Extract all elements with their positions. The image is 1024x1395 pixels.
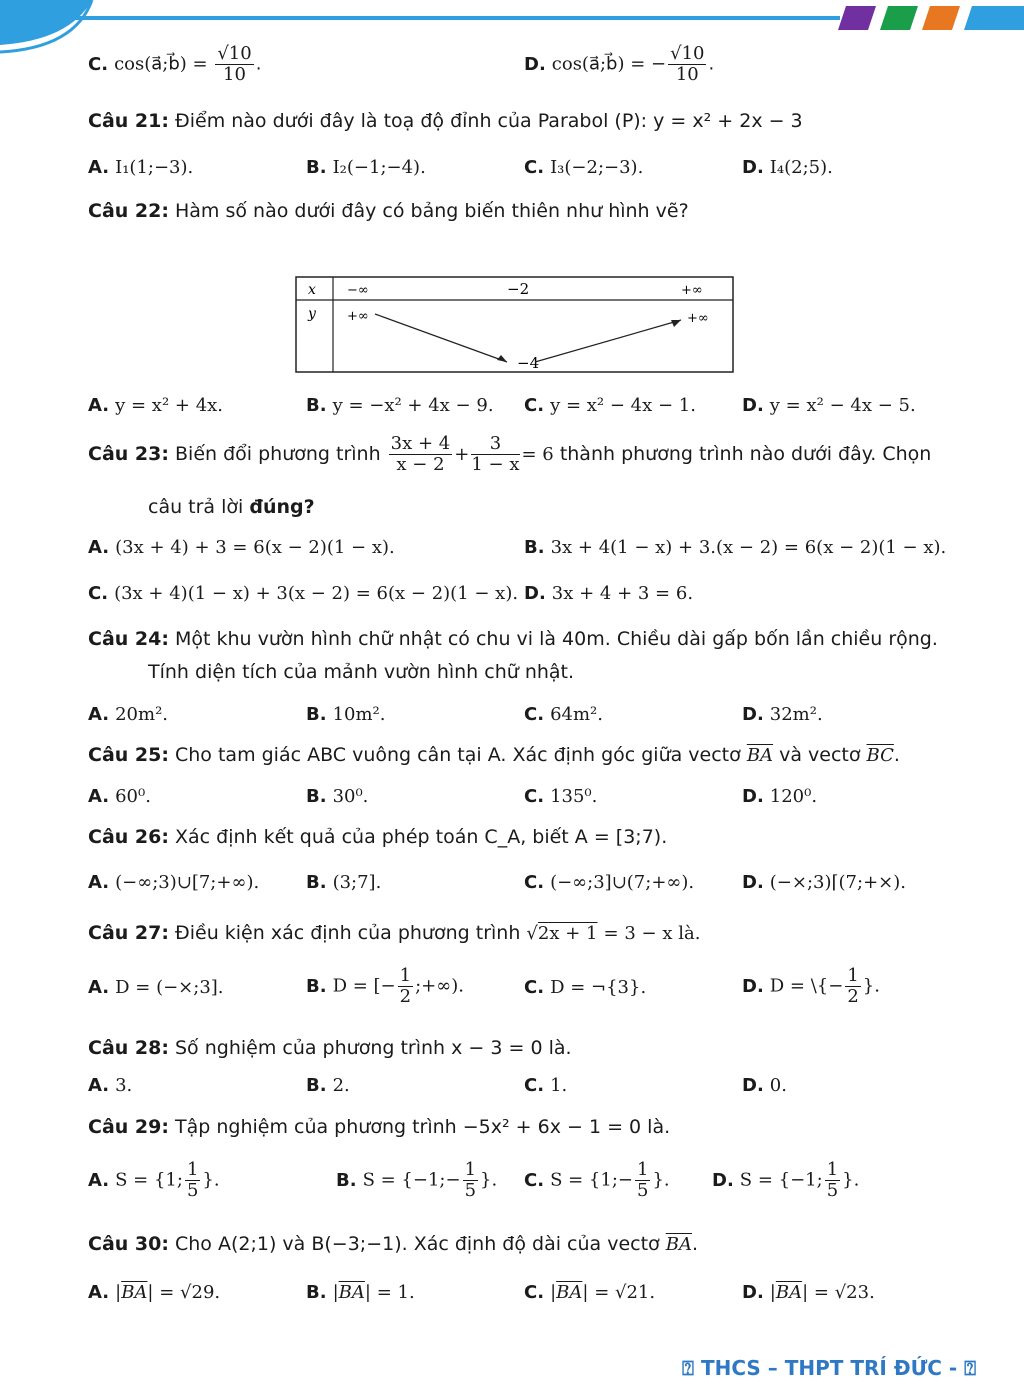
q21-stem: Câu 21: Điểm nào dưới đây là toạ độ đỉnh của Parabol (P): y = x² + 2x − 3 bbox=[88, 110, 803, 132]
q22-option-d: D. y = x² − 4x − 5. bbox=[742, 395, 916, 416]
q25-option-b: B. 30⁰. bbox=[306, 786, 369, 807]
q23-stem: Câu 23: Biến đổi phương trình $\frac{3x + 4}{x - 2}$ + $\frac{3}{1 - x}$ = 6 thành phương trình nào dưới đây. Chọn bbox=[88, 433, 932, 475]
q22-option-a: A. y = x² + 4x. bbox=[88, 395, 224, 416]
q28-stem: Câu 28: Số nghiệm của phương trình x − 3 = 0 là. bbox=[88, 1037, 572, 1059]
q24-option-c: C. 64m². bbox=[524, 704, 603, 725]
table-x-right: +∞ bbox=[681, 283, 703, 298]
variation-table bbox=[295, 276, 735, 374]
table-y-left: +∞ bbox=[347, 309, 369, 324]
q21-option-b: B. I₂(−1;−4). bbox=[306, 157, 426, 178]
table-x-label: x bbox=[308, 282, 316, 298]
q26-option-c: C. (−∞;3]∪(7;+∞). bbox=[524, 872, 695, 893]
q21-option-a: A. I₁(1;−3). bbox=[88, 157, 194, 178]
footer-school-name: ⍰ THCS – THPT TRÍ ĐỨC - ⍰ bbox=[682, 1356, 977, 1380]
table-x-mid: −2 bbox=[507, 280, 530, 298]
q26-option-b: B. (3;7]. bbox=[306, 872, 382, 893]
table-x-left: −∞ bbox=[347, 283, 369, 298]
q26-option-d: D. (−×;3)⌈(7;+×). bbox=[742, 872, 906, 893]
q25-option-c: C. 135⁰. bbox=[524, 786, 598, 807]
q30-option-c: C. $|\overline{BA}| = √21$. bbox=[524, 1282, 656, 1303]
q24-option-a: A. 20m². bbox=[88, 704, 169, 725]
q24-option-b: B. 10m². bbox=[306, 704, 386, 725]
q29-option-d: D. S = {−1; $\frac{1}{5}$ }. bbox=[712, 1159, 860, 1201]
tab-blue bbox=[964, 6, 1024, 30]
q30-stem: Câu 30: Cho A(2;1) và B(−3;−1). Xác định độ dài của vectơ $\overline{BA}$. bbox=[88, 1233, 699, 1255]
table-y-right: +∞ bbox=[687, 311, 709, 326]
q24-stem-line2: Tính diện tích của mảnh vườn hình chữ nhật. bbox=[148, 661, 575, 683]
tab-green bbox=[880, 6, 918, 30]
q25-stem: Câu 25: Cho tam giác ABC vuông cân tại A. Xác định góc giữa vectơ $\overline{BA}$ và vectơ $\overline{BC}$. bbox=[88, 744, 900, 766]
q23-option-a: A. (3x + 4) + 3 = 6(x − 2)(1 − x). bbox=[88, 537, 395, 558]
q21-option-d: D. I₄(2;5). bbox=[742, 157, 833, 178]
q30-option-b: B. $|\overline{BA}| = 1$. bbox=[306, 1282, 415, 1303]
q27-option-b: B. D = [− $\frac{1}{2}$ ;+∞). bbox=[306, 965, 464, 1007]
q26-stem: Câu 26: Xác định kết quả của phép toán C_A, biết A = [3;7). bbox=[88, 826, 668, 848]
q27-stem: Câu 27: Điều kiện xác định của phương trình √2x + 1 = 3 − x là. bbox=[88, 922, 701, 944]
q27-option-a: A. D = (−×;3]. bbox=[88, 977, 224, 998]
q22-option-c: C. y = x² − 4x − 1. bbox=[524, 395, 696, 416]
q23-option-c: C. (3x + 4)(1 − x) + 3(x − 2) = 6(x − 2)(1 − x). bbox=[88, 583, 519, 604]
q25-option-d: D. 120⁰. bbox=[742, 786, 818, 807]
q29-option-b: B. S = {−1;− $\frac{1}{5}$ }. bbox=[336, 1159, 498, 1201]
q30-option-d: D. $|\overline{BA}| = √23$. bbox=[742, 1282, 875, 1303]
q27-option-c: C. D = ¬{3}. bbox=[524, 977, 647, 998]
tab-purple bbox=[838, 6, 876, 30]
q28-option-a: A. 3. bbox=[88, 1075, 133, 1096]
q25-option-a: A. 60⁰. bbox=[88, 786, 151, 807]
q23-option-b: B. 3x + 4(1 − x) + 3.(x − 2) = 6(x − 2)(1 − x). bbox=[524, 537, 947, 558]
q24-stem: Câu 24: Một khu vườn hình chữ nhật có chu vi là 40m. Chiều dài gấp bốn lần chiều rộng. bbox=[88, 628, 938, 650]
q30-option-a: A. $|\overline{BA}| = √29$. bbox=[88, 1282, 221, 1303]
arrow-decreasing bbox=[375, 314, 507, 362]
q23-stem-line2: câu trả lời đúng? bbox=[148, 496, 315, 518]
q29-option-c: C. S = {1;− $\frac{1}{5}$ }. bbox=[524, 1159, 670, 1201]
q29-stem: Câu 29: Tập nghiệm của phương trình −5x² + 6x − 1 = 0 là. bbox=[88, 1116, 671, 1138]
q28-option-b: B. 2. bbox=[306, 1075, 350, 1096]
tab-orange bbox=[922, 6, 960, 30]
q21-option-c: C. I₃(−2;−3). bbox=[524, 157, 644, 178]
q29-option-a: A. S = {1; $\frac{1}{5}$ }. bbox=[88, 1159, 220, 1201]
q28-option-c: C. 1. bbox=[524, 1075, 568, 1096]
q22-stem: Câu 22: Hàm số nào dưới đây có bảng biến thiên như hình vẽ? bbox=[88, 200, 689, 222]
q24-option-d: D. 32m². bbox=[742, 704, 823, 725]
q28-option-d: D. 0. bbox=[742, 1075, 787, 1096]
q27-option-d: D. D = \{− $\frac{1}{2}$ }. bbox=[742, 965, 880, 1007]
q20-option-c: C. cos(a⃗;b⃗) = $\frac{√10}{10}$ . bbox=[88, 43, 262, 85]
table-y-label: y bbox=[308, 306, 316, 322]
q22-option-b: B. y = −x² + 4x − 9. bbox=[306, 395, 494, 416]
q20-option-d: D. cos(a⃗;b⃗) = − $\frac{√10}{10}$ . bbox=[524, 43, 715, 85]
q26-option-a: A. (−∞;3)∪[7;+∞). bbox=[88, 872, 260, 893]
table-y-min: −4 bbox=[517, 354, 540, 372]
arrow-increasing bbox=[535, 320, 681, 362]
q23-option-d: D. 3x + 4 + 3 = 6. bbox=[524, 583, 694, 604]
